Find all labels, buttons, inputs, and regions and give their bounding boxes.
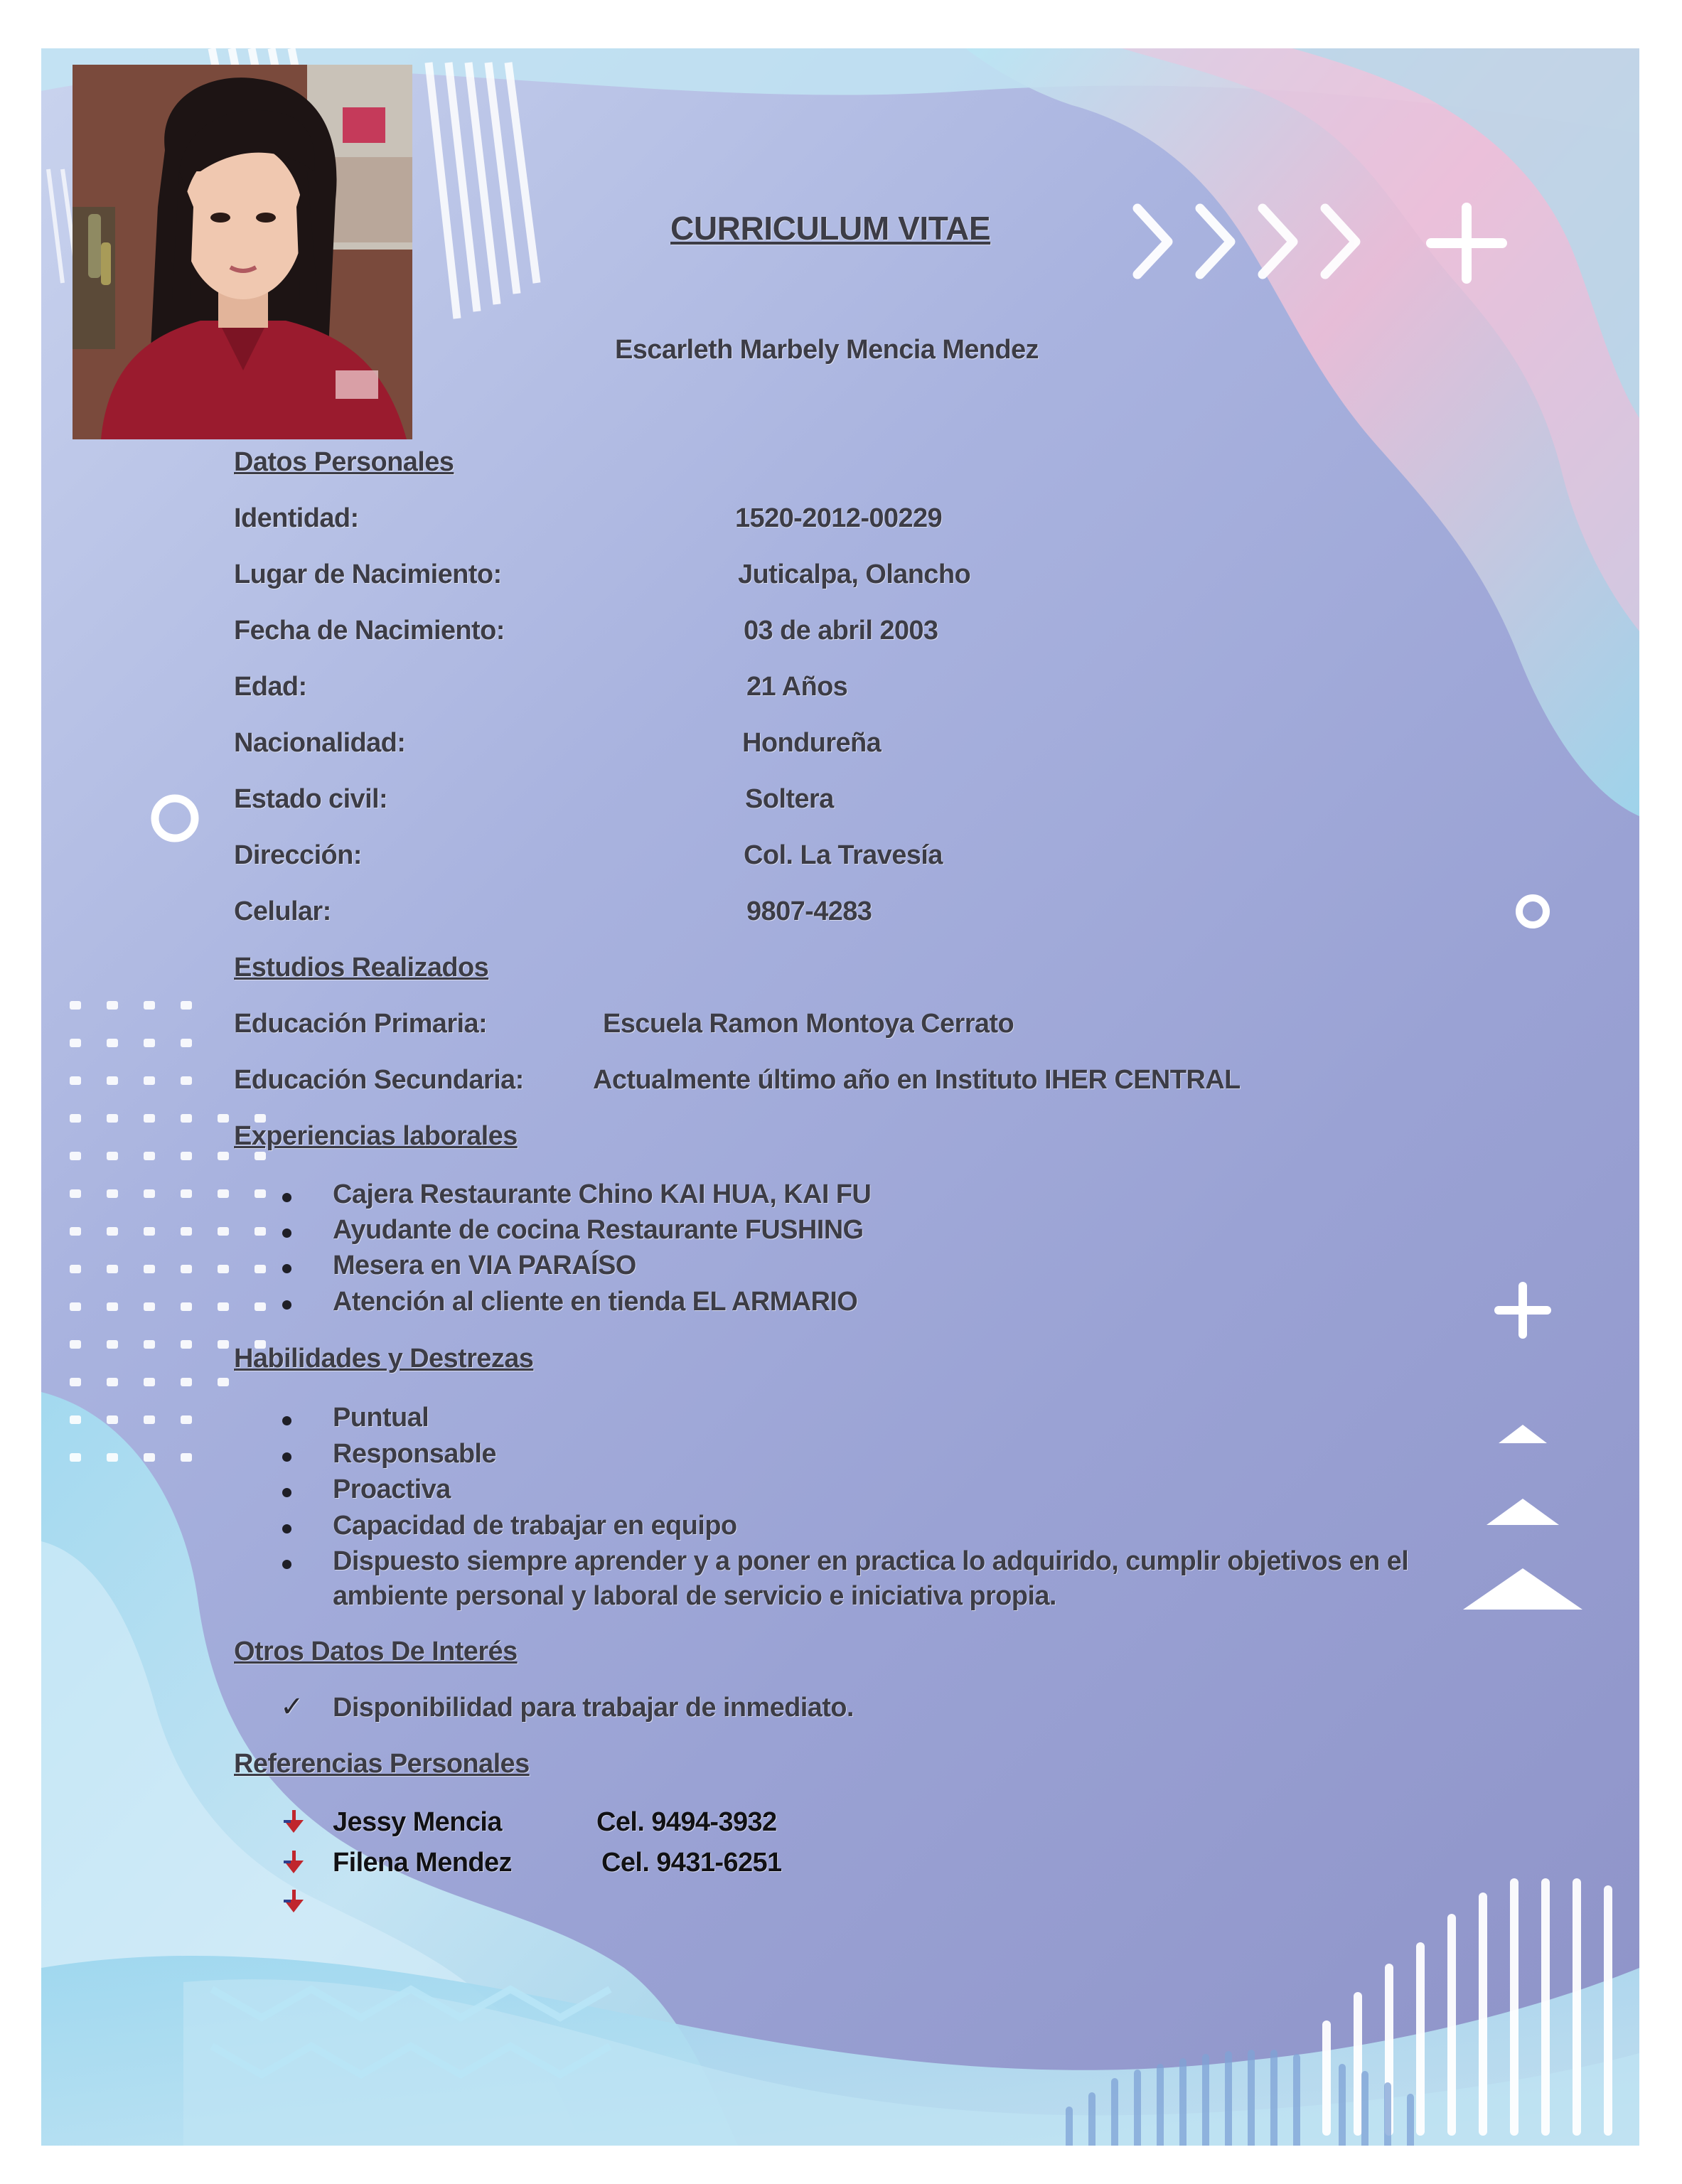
experience-item: Cajera Restaurante Chino KAI HUA, KAI FU: [333, 1179, 872, 1209]
bullet-dot-icon: [282, 1452, 291, 1462]
page-title: CURRICULUM VITAE: [670, 210, 991, 247]
experience-item: Ayudante de cocina Restaurante FUSHING: [333, 1215, 864, 1245]
skill-item: Proactiva: [333, 1474, 451, 1504]
bullet-dot-icon: [282, 1488, 291, 1497]
bullet-dot-icon: [282, 1264, 291, 1273]
field-value-secundaria: Actualmente último año en Instituto IHER CENTRAL: [593, 1065, 1241, 1095]
bullet-dot-icon: [282, 1524, 291, 1533]
skill-item-continuation: ambiente personal y laboral de servicio e iniciativa propia.: [333, 1581, 1056, 1611]
bullet-dot-icon: [282, 1560, 291, 1569]
field-label-direccion: Dirección:: [234, 840, 362, 870]
resume-content: [41, 48, 1639, 2146]
section-title-references: Referencias Personales: [234, 1749, 530, 1779]
skill-item: Dispuesto siempre aprender y a poner en practica lo adquirido, cumplir objetivos en el: [333, 1546, 1409, 1576]
field-value-primaria: Escuela Ramon Montoya Cerrato: [603, 1009, 1014, 1039]
field-value-lugar-nacimiento: Juticalpa, Olancho: [738, 560, 971, 589]
reference-phone: Cel. 9431-6251: [601, 1848, 782, 1878]
checkmark-icon: ✓: [280, 1691, 304, 1723]
field-label-fecha-nacimiento: Fecha de Nacimiento:: [234, 616, 505, 646]
section-title-skills: Habilidades y Destrezas: [234, 1344, 534, 1374]
resume-page: [41, 48, 1639, 2146]
reference-name: Filena Mendez: [333, 1848, 512, 1878]
field-label-identidad: Identidad:: [234, 503, 359, 533]
bullet-dot-icon: [282, 1300, 291, 1310]
section-title-studies: Estudios Realizados: [234, 953, 489, 983]
person-name: Escarleth Marbely Mencia Mendez: [615, 335, 1039, 365]
bullet-dot-icon: [282, 1416, 291, 1425]
field-value-nacionalidad: Hondureña: [742, 728, 882, 758]
section-title-other: Otros Datos De Interés: [234, 1637, 518, 1666]
field-value-direccion: Col. La Travesía: [744, 840, 943, 870]
field-label-edad: Edad:: [234, 672, 307, 702]
skill-item: Capacidad de trabajar en equipo: [333, 1511, 737, 1541]
field-value-fecha-nacimiento: 03 de abril 2003: [744, 616, 938, 646]
arrow-down-bullet-icon: [284, 1890, 304, 1914]
arrow-down-bullet-icon: [284, 1851, 304, 1875]
field-label-estado-civil: Estado civil:: [234, 784, 388, 814]
other-item: Disponibilidad para trabajar de inmediato.: [333, 1693, 854, 1723]
section-title-experience: Experiencias laborales: [234, 1121, 518, 1151]
field-label-celular: Celular:: [234, 896, 331, 926]
field-value-identidad: 1520-2012-00229: [735, 503, 943, 533]
field-value-estado-civil: Soltera: [745, 784, 834, 814]
field-label-secundaria: Educación Secundaria:: [234, 1065, 524, 1095]
field-label-nacionalidad: Nacionalidad:: [234, 728, 406, 758]
reference-phone: Cel. 9494-3932: [596, 1807, 777, 1837]
bullet-dot-icon: [282, 1228, 291, 1238]
arrow-down-bullet-icon: [284, 1810, 304, 1834]
reference-name: Jessy Mencia: [333, 1807, 502, 1837]
experience-item: Atención al cliente en tienda EL ARMARIO: [333, 1287, 858, 1317]
skill-item: Puntual: [333, 1403, 429, 1433]
field-value-celular: 9807-4283: [746, 896, 872, 926]
field-value-edad: 21 Años: [746, 672, 848, 702]
field-label-primaria: Educación Primaria:: [234, 1009, 488, 1039]
section-title-personal: Datos Personales: [234, 447, 454, 477]
experience-item: Mesera en VIA PARAÍSO: [333, 1251, 636, 1280]
skill-item: Responsable: [333, 1439, 496, 1469]
bullet-dot-icon: [282, 1193, 291, 1202]
field-label-lugar-nacimiento: Lugar de Nacimiento:: [234, 560, 502, 589]
